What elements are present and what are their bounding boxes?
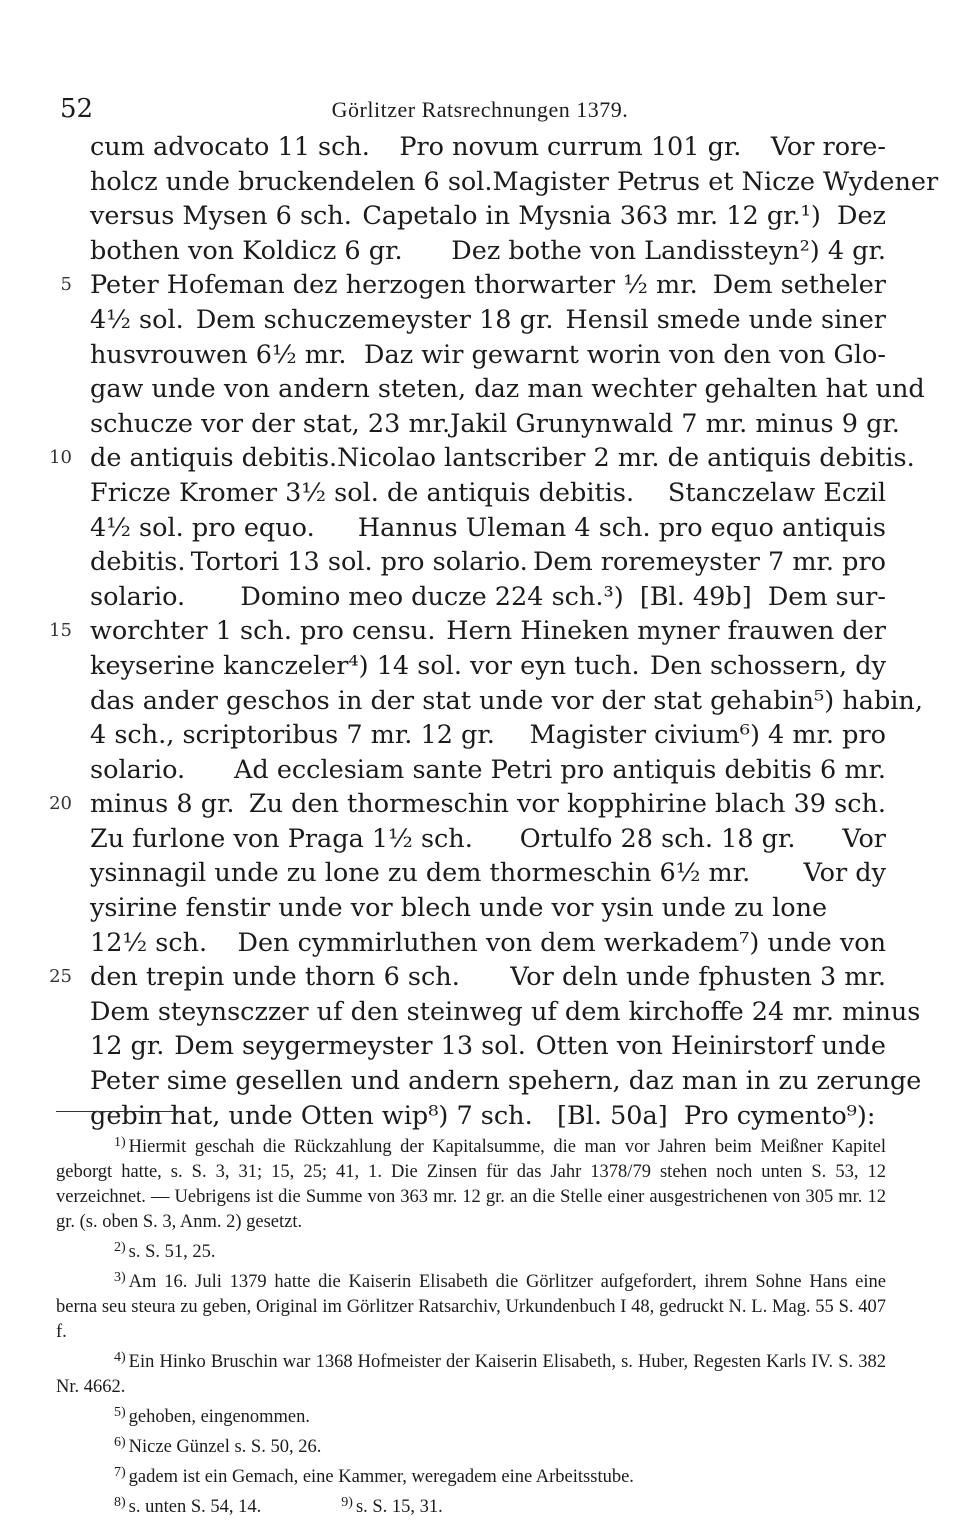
footnote — [56, 1460, 886, 1490]
running-title: Görlitzer Ratsrechnungen 1379. — [331, 97, 629, 122]
text-line — [49, 614, 886, 649]
text-segment: schucze vor der stat, 23 mr. — [90, 408, 451, 439]
line-number: 25 — [49, 966, 72, 988]
text-segment: Nicolao lantscriber 2 mr. de antiquis debitis. — [337, 443, 915, 474]
footnote-text: gadem ist ein Gemach, eine Kammer, weregadem eine Arbeitsstube. — [128, 1467, 634, 1487]
text-segment: worchter 1 sch. pro censu. — [90, 616, 436, 647]
text-segment: cum advocato 11 sch. — [90, 132, 370, 162]
main-text — [49, 130, 939, 1133]
text-line — [90, 234, 886, 269]
footnote — [56, 1130, 886, 1235]
text-line — [90, 718, 886, 753]
text-segment: holcz unde bruckendelen 6 sol. — [90, 166, 493, 197]
text-segment: minus 8 gr. — [90, 789, 235, 820]
line-number: 10 — [49, 447, 72, 469]
text-line — [90, 476, 886, 511]
footnote-text: s. unten S. 54, 14. — [128, 1497, 262, 1517]
footnote-text: Am 16. Juli 1379 hatte die Kaiserin Elisabeth die Görlitzer aufgefordert, ihrem Sohne Hans eine berna seu steura zu geben, Original im Görlitzer Ratsarchiv, Urkundenbuch I 48, gedruckt N. L. Mag. 55 S. 407 f. — [56, 1272, 886, 1342]
text-segment: Den cymmirluthen von dem werkadem⁷) unde von — [237, 927, 886, 958]
footnotes — [56, 1130, 886, 1520]
text-segment: 4½ sol. — [90, 304, 184, 335]
text-segment: Fricze Kromer 3½ sol. de antiquis debitis. — [90, 477, 635, 508]
footnote-mark: 5) — [114, 1405, 126, 1420]
line-number: 5 — [60, 274, 72, 296]
text-line — [90, 891, 886, 926]
text-line — [90, 995, 921, 1030]
text-segment: Peter Hofeman dez herzogen thorwarter ½ mr. — [90, 270, 698, 301]
footnote-mark: 8) — [114, 1495, 126, 1510]
text-segment: debitis. — [90, 547, 186, 578]
text-line — [90, 511, 886, 546]
text-segment: ysirine fenstir unde vor blech unde vor ysin unde zu lone — [90, 893, 828, 924]
text-segment: Vor deln unde fphusten 3 mr. — [510, 962, 886, 993]
footnote — [56, 1235, 886, 1265]
text-segment: Dem seygermeyster 13 sol. — [174, 1031, 526, 1062]
text-segment: Peter sime gesellen und andern spehern, daz man in zu zerunge — [90, 1066, 922, 1097]
footnote-text: Hiermit geschah die Rückzahlung der Kapitalsumme, die man vor Jahren beim Meißner Kapitel geborgt hatte, s. S. 3, 31; 15, 25; 41, 1. Die Zinsen für das Jahr 1378/79 stehen noch unten S. 53, 12 verzeichnet. — Uebrigens ist die Summe von 363 mr. 12 gr. an die Stelle einer ausgestrichenen von 305 mr. 12 gr. (s. oben S. 3, Anm. 2) gesetzt. — [56, 1137, 886, 1232]
text-segment: Vor — [842, 823, 886, 854]
text-line — [90, 580, 886, 615]
text-segment: Magister Petrus et Nicze Wydener — [492, 166, 939, 197]
text-segment: Dem steynsczzer uf den steinweg uf dem kirchoffe 24 mr. minus — [90, 996, 921, 1027]
text-line — [90, 856, 886, 891]
text-segment: husvrouwen 6½ mr. — [90, 339, 347, 370]
line-number: 20 — [49, 793, 72, 815]
text-segment: Zu furlone von Praga 1½ sch. — [90, 823, 473, 854]
text-segment: Ad ecclesiam sante Petri pro antiquis debitis 6 mr. — [233, 754, 886, 785]
text-segment: Capetalo in Mysnia 363 mr. 12 gr.¹) Dez — [362, 201, 886, 232]
footnote — [56, 1265, 886, 1345]
text-segment: Den schossern, dy — [649, 650, 886, 681]
text-segment: Dez bothe von Landissteyn²) 4 gr. — [451, 235, 886, 266]
text-line — [90, 822, 886, 857]
text-segment: 4½ sol. pro equo. — [90, 512, 315, 543]
text-line — [90, 303, 886, 338]
footnote-mark: 4) — [114, 1350, 126, 1365]
text-line — [90, 1029, 886, 1064]
text-segment: Hannus Uleman 4 sch. pro equo antiquis — [357, 512, 886, 543]
text-segment: Ortulfo 28 sch. 18 gr. — [519, 823, 796, 854]
text-segment: Magister civium⁶) 4 mr. pro — [529, 720, 886, 751]
line-number: 15 — [49, 620, 72, 642]
footnote-text: s. S. 51, 25. — [128, 1242, 216, 1262]
text-segment: Dem setheler — [712, 270, 886, 301]
text-line — [90, 1064, 922, 1099]
text-line — [90, 545, 886, 580]
text-segment: Dem schuczemeyster 18 gr. — [195, 304, 554, 335]
footnote — [56, 1490, 886, 1520]
text-segment: Otten von Heinirstorf unde — [535, 1031, 886, 1062]
footnote — [56, 1430, 886, 1460]
text-line — [90, 199, 886, 234]
footnote — [56, 1400, 886, 1430]
footnote-mark: 3) — [114, 1270, 126, 1285]
text-segment: bothen von Koldicz 6 gr. — [90, 235, 403, 266]
text-segment: Jakil Grunynwald 7 mr. minus 9 gr. — [450, 408, 900, 439]
text-segment: keyserine kanczeler⁴) 14 sol. vor eyn tuch. — [90, 650, 640, 681]
text-segment: Vor dy — [803, 858, 886, 889]
text-segment: das ander geschos in der stat unde vor der stat gehabin⁵) habin, — [90, 685, 923, 716]
footnote-text: gehoben, eingenommen. — [128, 1407, 311, 1427]
text-segment: Tortori 13 sol. pro solario. — [190, 547, 528, 578]
text-line — [49, 960, 886, 995]
text-segment: Zu den thormeschin vor kopphirine blach 39 sch. — [248, 789, 886, 820]
text-line — [90, 407, 900, 442]
text-segment: gaw unde von andern steten, daz man wechter gehalten hat und — [90, 374, 925, 405]
footnote-text: Ein Hinko Bruschin war 1368 Hofmeister der Kaiserin Elisabeth, s. Huber, Regesten Karls IV. S. 382 Nr. 4662. — [56, 1352, 886, 1397]
footnote-rule — [56, 1111, 184, 1112]
text-segment: solario. — [90, 581, 186, 612]
text-line — [90, 338, 886, 373]
footnote-text: s. S. 15, 31. — [355, 1497, 443, 1517]
footnote — [56, 1345, 886, 1400]
text-segment: 12½ sch. — [90, 927, 208, 958]
text-line — [90, 753, 886, 788]
footnote-mark: 6) — [114, 1435, 126, 1450]
text-segment: Stanczelaw Eczil — [667, 477, 886, 508]
text-line — [90, 130, 886, 165]
text-line — [90, 1099, 886, 1134]
text-segment: Domino meo ducze 224 sch.³) [Bl. 49b] Dem sur- — [240, 581, 886, 612]
footnote-mark: 7) — [114, 1465, 126, 1480]
text-line — [49, 787, 886, 822]
text-line — [90, 165, 939, 200]
text-segment: Hensil smede unde siner — [565, 304, 886, 335]
text-segment: Daz wir gewarnt worin von den von Glo- — [364, 339, 886, 370]
text-line — [90, 372, 925, 407]
text-segment: Pro novum currum 101 gr. — [399, 132, 742, 162]
footnote-mark: 9) — [341, 1495, 353, 1510]
footnote-mark: 2) — [114, 1240, 126, 1255]
text-segment: Dem roremeyster 7 mr. pro — [532, 547, 886, 578]
text-segment: Hern Hineken myner frauwen der — [446, 616, 886, 647]
text-line — [90, 649, 886, 684]
text-segment: Vor rore- — [770, 132, 886, 162]
footnote-mark: 1) — [114, 1135, 126, 1150]
text-line — [90, 926, 886, 961]
text-line — [49, 441, 915, 476]
text-segment: gebin hat, unde Otten wip⁸) 7 sch. — [90, 1100, 558, 1131]
text-line — [90, 684, 923, 719]
text-segment: [Bl. 50a] Pro cymento⁹): — [557, 1100, 876, 1131]
text-segment: 12 gr. — [90, 1031, 165, 1062]
text-segment: den trepin unde thorn 6 sch. — [90, 962, 460, 993]
footnote-text: Nicze Günzel s. S. 50, 26. — [128, 1437, 322, 1457]
text-segment: solario. — [90, 754, 186, 785]
text-line — [60, 268, 886, 303]
text-segment: versus Mysen 6 sch. — [90, 201, 352, 232]
text-segment: 4 sch., scriptoribus 7 mr. 12 gr. — [90, 720, 495, 751]
text-segment: ysinnagil unde zu lone zu dem thormeschin 6½ mr. — [90, 858, 751, 889]
text-segment: de antiquis debitis. — [90, 443, 338, 474]
page-number: 52 — [60, 94, 94, 124]
